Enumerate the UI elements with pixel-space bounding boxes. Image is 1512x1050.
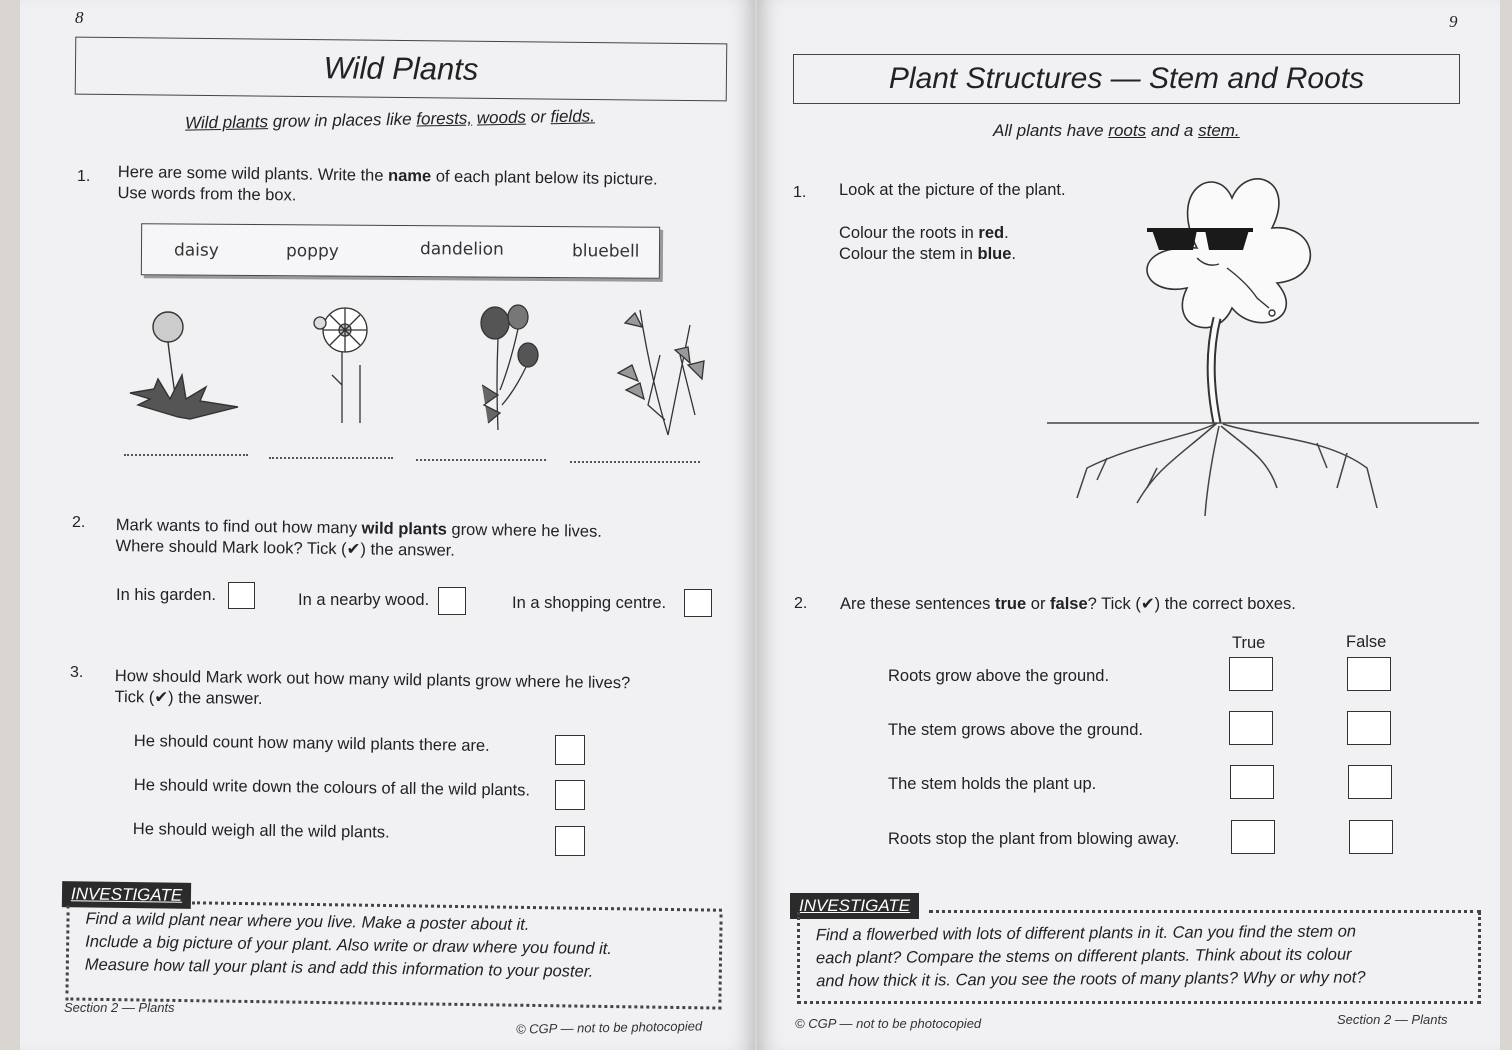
question-3-text: How should Mark work out how many wild plants grow where he lives? Tick (✔) the answer. — [114, 666, 631, 709]
plant-stem-roots-drawing[interactable] — [1047, 168, 1487, 528]
page-number: 9 — [1449, 12, 1458, 31]
footer-section: Section 2 — Plants — [1337, 1012, 1448, 1027]
option-weigh: He should weigh all the wild plants. — [132, 820, 390, 842]
footer-section: Section 2 — Plants — [64, 1000, 175, 1015]
statement-4: Roots stop the plant from blowing away. — [888, 830, 1180, 848]
daisy-drawing — [314, 308, 367, 423]
word-box — [141, 223, 660, 279]
bluebell-drawing — [618, 310, 704, 435]
page-number: 8 — [75, 8, 84, 27]
statement-2: The stem grows above the ground. — [888, 721, 1143, 739]
true-box[interactable] — [1229, 711, 1273, 745]
question-number: 1. — [77, 168, 91, 185]
poppy-drawing — [481, 305, 538, 430]
false-box[interactable] — [1348, 765, 1392, 799]
question-1-line: Look at the picture of the plant. — [839, 181, 1066, 199]
book-spread — [20, 0, 1500, 1050]
tick-box[interactable] — [555, 826, 585, 856]
answer-line[interactable] — [124, 454, 248, 456]
question-number: 2. — [72, 514, 86, 531]
tick-box[interactable] — [555, 735, 585, 765]
question-number: 2. — [794, 595, 808, 612]
investigate-box — [797, 912, 1481, 1004]
answer-line[interactable] — [570, 461, 700, 463]
true-box[interactable] — [1229, 657, 1273, 691]
column-true: True — [1232, 634, 1266, 652]
true-box[interactable] — [1231, 820, 1275, 854]
option-colours: He should write down the colours of all the wild plants. — [133, 776, 531, 800]
question-1-text: Here are some wild plants. Write the name of each plant below its picture. Use words from the box. — [117, 162, 658, 205]
word-dandelion: dandelion — [419, 239, 504, 260]
investigate-box — [65, 905, 722, 1009]
column-false: False — [1346, 633, 1387, 651]
footer-copyright: © CGP — not to be photocopied — [515, 1018, 703, 1037]
false-box[interactable] — [1349, 820, 1393, 854]
tick-box[interactable] — [438, 587, 466, 615]
answer-line[interactable] — [269, 457, 393, 459]
answer-line[interactable] — [416, 459, 546, 461]
word-daisy: daisy — [173, 240, 219, 261]
false-box[interactable] — [1347, 657, 1391, 691]
investigate-tag: INVESTIGATE — [62, 881, 192, 909]
investigate-text: Find a flowerbed with lots of different plants in it. Can you find the stem on each plant? Compare the stems on different plants. Think about its colour and how thick it is. Can you see the roots of many plants? Why or why not? — [815, 922, 1366, 991]
false-box[interactable] — [1347, 711, 1391, 745]
statement-3: The stem holds the plant up. — [888, 775, 1097, 793]
question-number: 3. — [70, 664, 84, 681]
plant-illustrations — [120, 295, 720, 440]
option-wood: In a nearby wood. — [298, 591, 430, 609]
tick-box[interactable] — [228, 582, 255, 609]
investigate-text: Find a wild plant near where you live. Make a poster about it. Include a big picture of your plant. Also write or draw where you found it. Measure how tall your plant is and add this information to your poster. — [84, 909, 613, 981]
option-count: He should count how many wild plants there are. — [133, 732, 490, 755]
right-page — [757, 0, 1500, 1050]
footer-copyright: © CGP — not to be photocopied — [795, 1016, 982, 1031]
question-2-text: Are these sentences true or false? Tick (✔) the correct boxes. — [840, 595, 1296, 613]
page-subtitle: Wild plants grow in places like forests, woods or fields. — [184, 106, 596, 133]
question-number: 1. — [793, 184, 807, 201]
dandelion-drawing — [130, 312, 238, 419]
tick-box[interactable] — [555, 780, 585, 810]
option-shopping-centre: In a shopping centre. — [512, 594, 667, 612]
left-page — [20, 0, 755, 1050]
word-bluebell: bluebell — [571, 241, 640, 262]
question-1-instructions: Colour the roots in red. Colour the stem in blue. — [839, 224, 1016, 263]
word-poppy: poppy — [285, 241, 339, 262]
option-garden: In his garden. — [116, 586, 216, 604]
statement-1: Roots grow above the ground. — [888, 667, 1110, 685]
page-subtitle: All plants have roots and a stem. — [993, 121, 1240, 140]
flower-head — [1147, 179, 1310, 328]
roots — [1077, 423, 1377, 516]
tick-box[interactable] — [684, 589, 712, 617]
page-title: Wild Plants — [75, 37, 728, 102]
page-title: Plant Structures — Stem and Roots — [793, 54, 1460, 104]
question-2-text: Mark wants to find out how many wild plants grow where he lives. Where should Mark look? Tick (✔) the answer. — [115, 515, 602, 560]
investigate-tag: INVESTIGATE — [790, 893, 919, 919]
true-box[interactable] — [1230, 765, 1274, 799]
